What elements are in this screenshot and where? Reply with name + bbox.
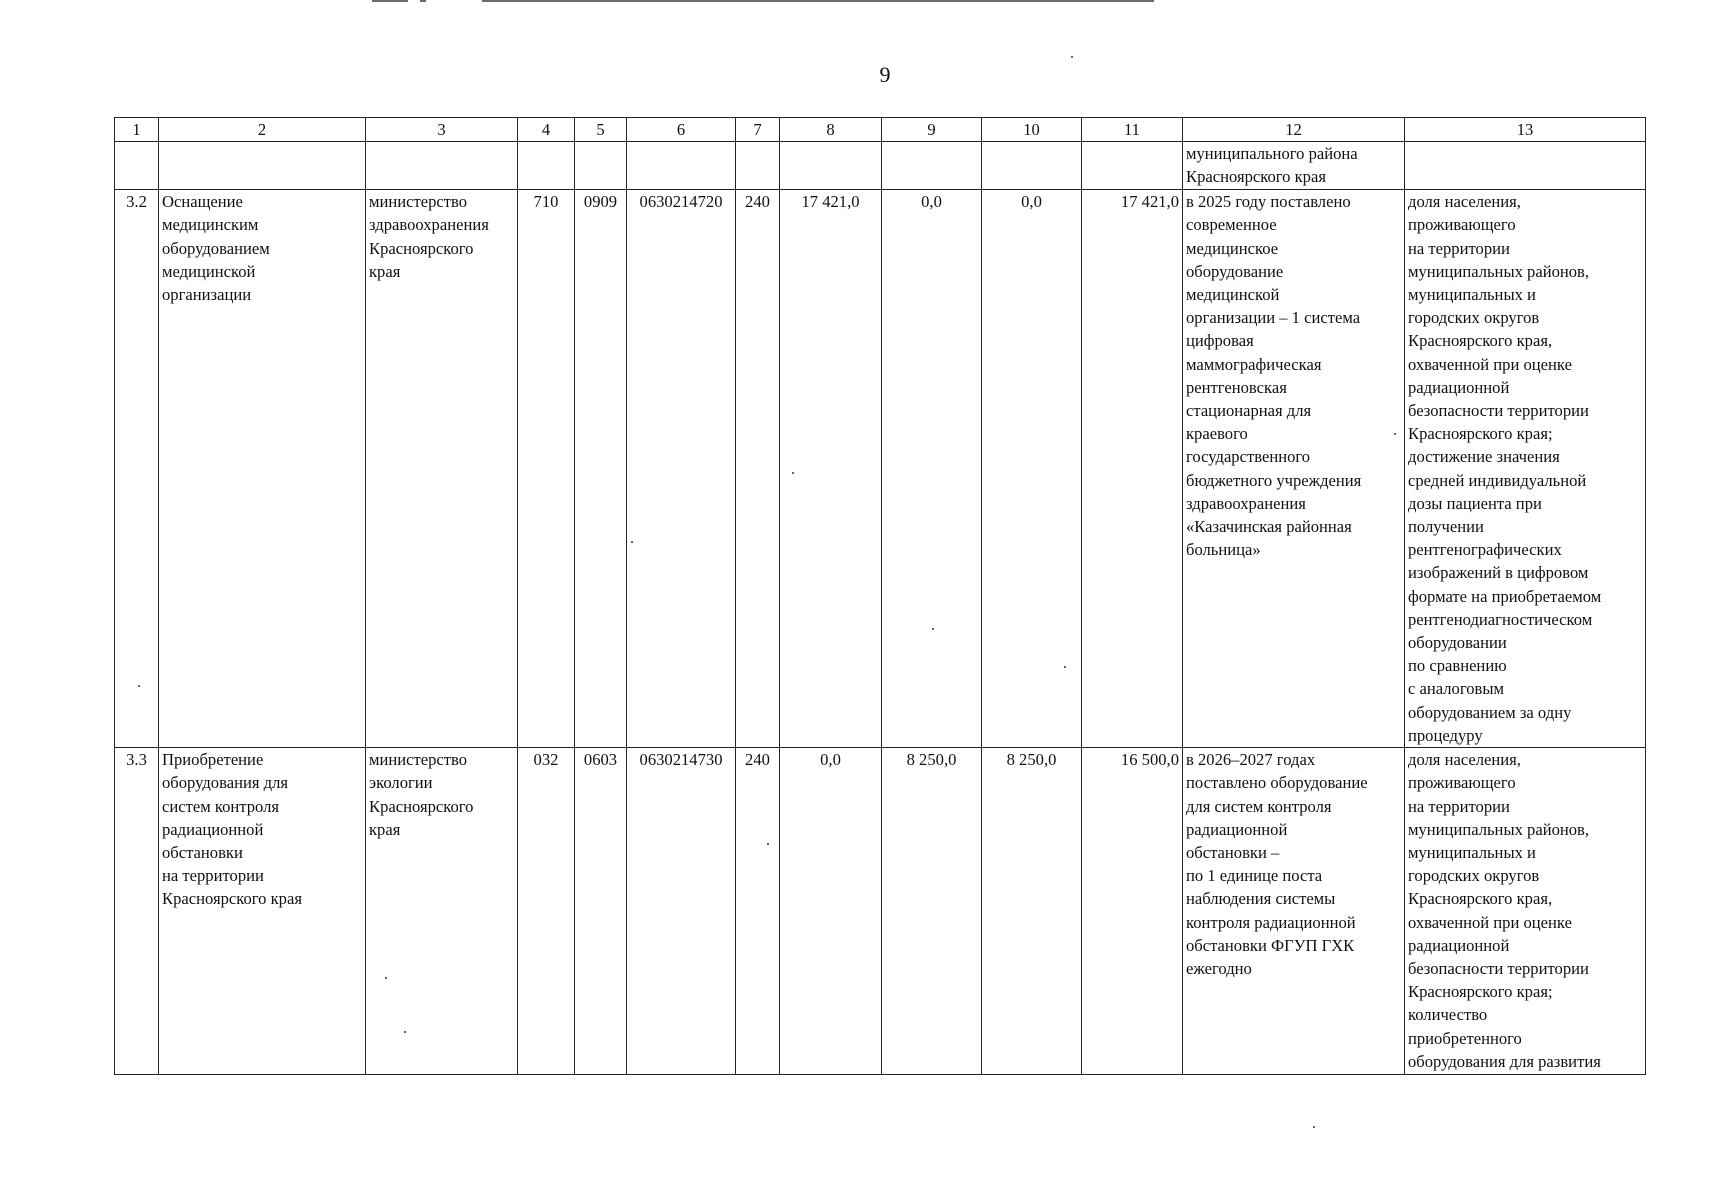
cell-indicator [1405,142,1646,190]
cell-amount-year3: 8 250,0 [982,748,1082,1075]
column-number: 6 [627,118,736,142]
column-number: 12 [1183,118,1405,142]
cell-target-code [627,142,736,190]
column-number: 4 [518,118,575,142]
cell-expense-code: 240 [736,190,780,748]
cell-amount-year3: 0,0 [982,190,1082,748]
cell-activity-name: Оснащение медицинским оборудованием медицинской организации [159,190,366,748]
cell-responsible [366,142,518,190]
column-number-row [115,118,1646,142]
cell-expense-code: 240 [736,748,780,1075]
cell-grbs-code: 710 [518,190,575,748]
cell-amount-year2 [882,142,982,190]
column-number: 7 [736,118,780,142]
cell-target-code: 0630214720 [627,190,736,748]
cell-amount-year1 [780,142,882,190]
cell-grbs-code [518,142,575,190]
cell-amount-total: 17 421,0 [1082,190,1183,748]
scan-artifact-line [482,0,1154,2]
column-number: 1 [115,118,159,142]
cell-expense-code [736,142,780,190]
column-number: 8 [780,118,882,142]
cell-section-code: 0603 [575,748,627,1075]
cell-amount-year2: 8 250,0 [882,748,982,1075]
cell-indicator: доля населения, проживающего на территории муниципальных районов, муниципальных и городских округов Красноярского края, охваченной при оценке радиационной безопасности территории Красноярского края; достижение значения средней индивидуальной дозы пациента при получении рентгенографических изображений в цифровом формате на приобретаемом рентгенодиагностическом оборудовании по сравнению с аналоговым оборудованием за одну процедуру [1405,190,1646,748]
cell-section-code: 0909 [575,190,627,748]
column-number: 5 [575,118,627,142]
table-row-continuation [115,142,1646,190]
cell-amount-year1: 17 421,0 [780,190,882,748]
cell-amount-year3 [982,142,1082,190]
cell-responsible: министерство здравоохранения Красноярского края [366,190,518,748]
cell-expected-result: в 2026–2027 годах поставлено оборудование для систем контроля радиационной обстановки – по 1 единице поста наблюдения системы контроля радиационной обстановки ФГУП ГХК ежегодно [1183,748,1405,1075]
cell-section-code [575,142,627,190]
cell-item-number: 3.2 [115,190,159,748]
cell-responsible: министерство экологии Красноярского края [366,748,518,1075]
column-number: 11 [1082,118,1183,142]
cell-amount-total [1082,142,1183,190]
cell-target-code: 0630214730 [627,748,736,1075]
column-number: 9 [882,118,982,142]
cell-indicator: доля населения, проживающего на территории муниципальных районов, муниципальных и городских округов Красноярского края, охваченной при оценке радиационной безопасности территории Красноярского края; количество приобретенного оборудования для развития [1405,748,1646,1075]
cell-grbs-code: 032 [518,748,575,1075]
cell-item-number: 3.3 [115,748,159,1075]
scan-artifact-line [420,0,426,2]
cell-activity-name [159,142,366,190]
cell-expected-result: муниципального района Красноярского края [1183,142,1405,190]
table-row-3-2 [115,190,1646,748]
cell-amount-year1: 0,0 [780,748,882,1075]
scan-speck [1071,56,1073,58]
column-number: 10 [982,118,1082,142]
cell-amount-total: 16 500,0 [1082,748,1183,1075]
cell-item-number [115,142,159,190]
column-number: 13 [1405,118,1646,142]
budget-activities-table [114,117,1646,1075]
scan-speck [1313,1126,1315,1128]
cell-expected-result: в 2025 году поставлено современное медицинское оборудование медицинской организации – 1 система цифровая маммографическая рентгеновская стационарная для краевого государственного бюджетного учреждения здравоохранения «Казачинская районная больница» [1183,190,1405,748]
cell-amount-year2: 0,0 [882,190,982,748]
table-row-3-3 [115,748,1646,1075]
column-number: 2 [159,118,366,142]
cell-activity-name: Приобретение оборудования для систем контроля радиационной обстановки на территории Красноярского края [159,748,366,1075]
page-number: 9 [879,62,891,87]
scan-artifact-line [372,0,408,2]
column-number: 3 [366,118,518,142]
